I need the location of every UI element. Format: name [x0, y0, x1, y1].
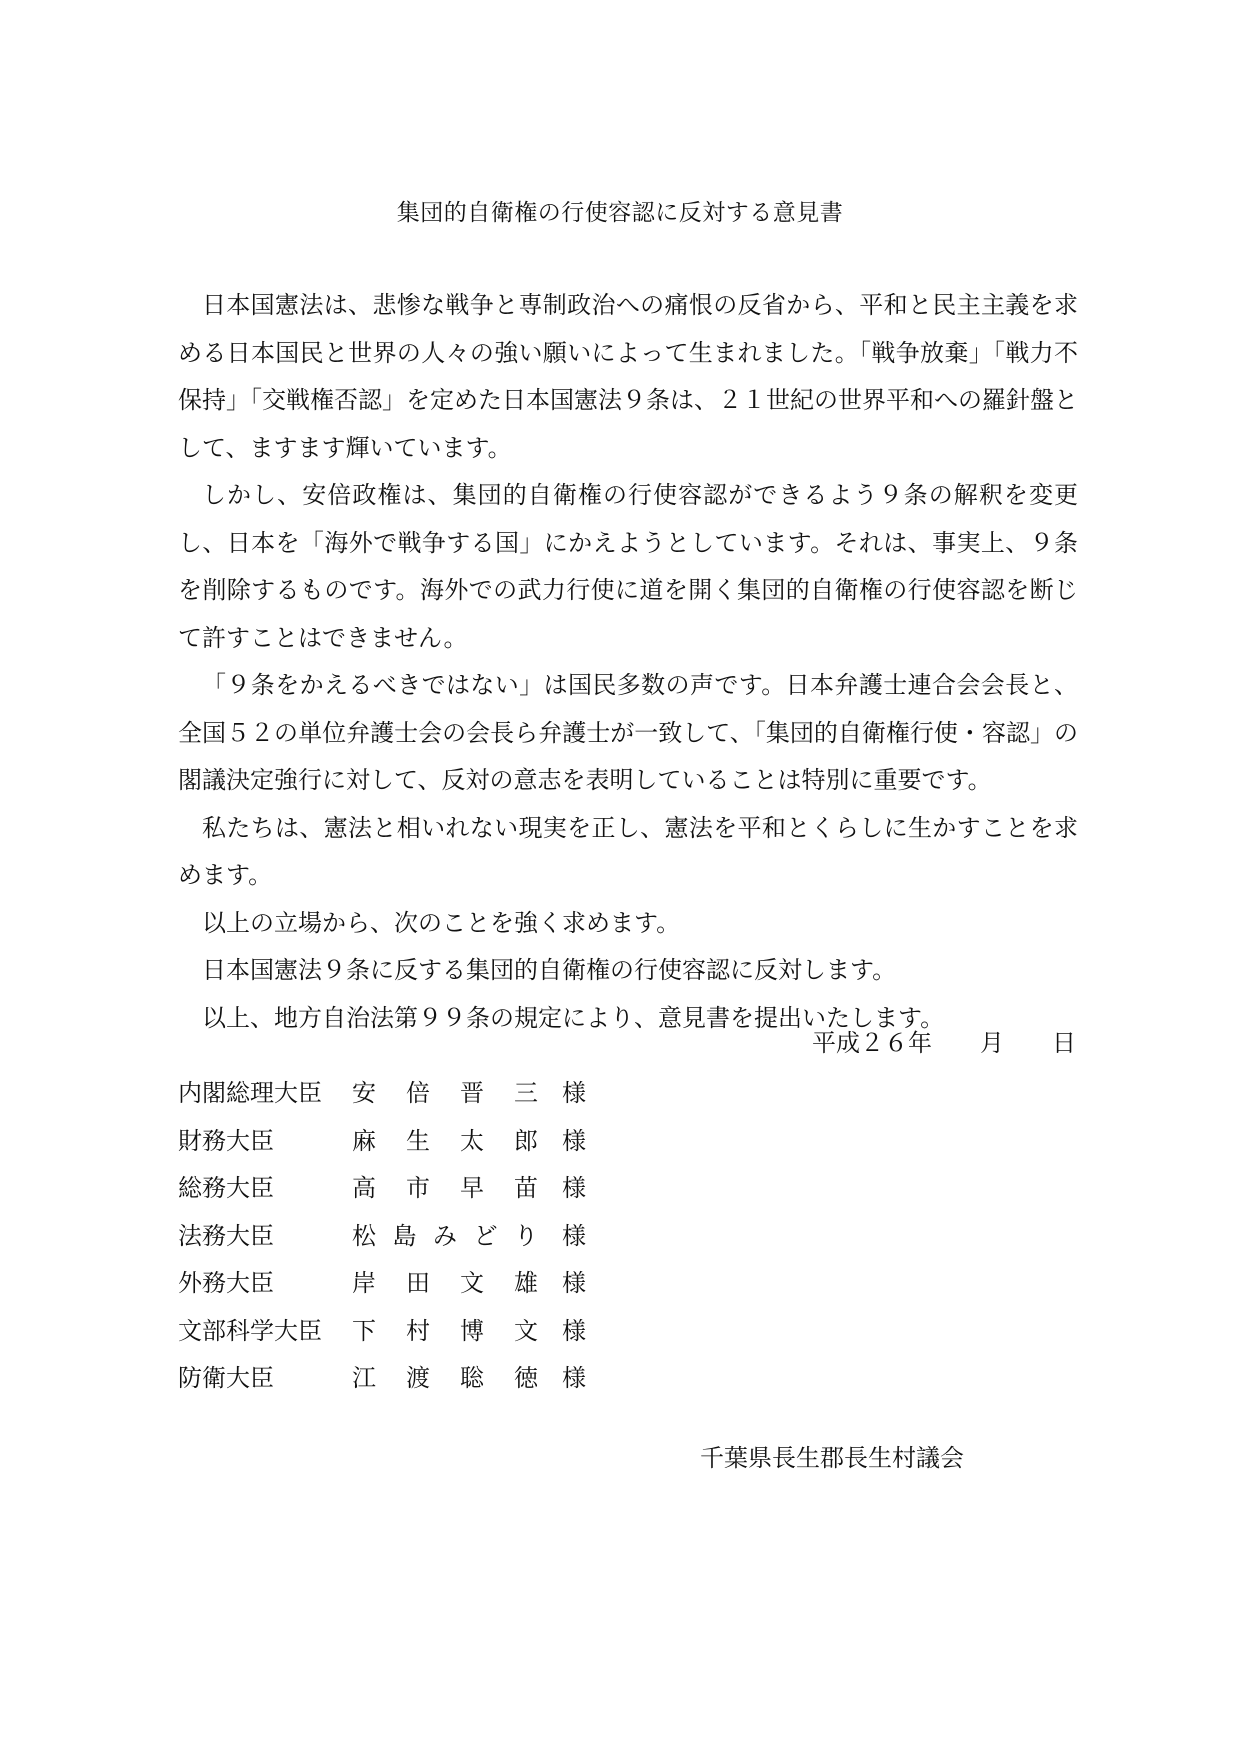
addressee-name-char: 生 — [406, 1126, 430, 1155]
addressee-name-char: 太 — [460, 1126, 484, 1155]
addressee-title: 総務大臣 — [178, 1174, 274, 1202]
addressee-honorific: 様 — [562, 1079, 586, 1107]
addressee-name — [352, 1361, 538, 1395]
addressee-row — [178, 1314, 698, 1362]
addressee-name-char: 雄 — [514, 1269, 538, 1297]
addressee-honorific: 様 — [562, 1316, 586, 1345]
paragraph-submission: 以上、地方自治法第９９条の規定により、意見書を提出いたします。 — [202, 1003, 945, 1032]
paragraph-opposition: 日本国憲法９条に反する集団的自衛権の行使容認に反対します。 — [202, 956, 897, 984]
addressee-name — [352, 1124, 538, 1158]
addressee-name-char: 聡 — [460, 1364, 484, 1392]
addressee-name-char: 安 — [352, 1079, 376, 1107]
paragraph-public-opinion: 「９条をかえるべきではない」は国民多数の声です。日本弁護士連合会会長と、全国５２の単位弁護士会の会長ら弁護士が一致して、「集団的自衛権行使・容認」の閣議決定強行に対して、反対の意志を表明していることは特別に重要です。 — [178, 671, 1078, 794]
addressee-title: 文部科学大臣 — [178, 1316, 322, 1345]
addressee-name-char: 晋 — [460, 1079, 484, 1107]
addressee-honorific: 様 — [562, 1364, 586, 1392]
document-date: 平成２６年 月 日 — [812, 1029, 1076, 1057]
addressee-title: 法務大臣 — [178, 1221, 274, 1250]
addressee-name-char: 文 — [514, 1316, 538, 1345]
addressee-name-char: 倍 — [406, 1079, 430, 1107]
addressee-name-char: 麻 — [352, 1126, 376, 1155]
addressee-name-char: 博 — [460, 1316, 484, 1345]
addressee-honorific: 様 — [562, 1221, 586, 1250]
addressee-row — [178, 1361, 698, 1409]
addressee-name-char: み — [433, 1221, 457, 1250]
addressee-honorific: 様 — [562, 1174, 586, 1202]
addressee-name-char: ど — [473, 1221, 498, 1250]
addressee-name — [352, 1266, 538, 1300]
addressee-title: 内閣総理大臣 — [178, 1079, 322, 1107]
addressee-name-char: 村 — [406, 1316, 430, 1345]
addressee-name-char: 高 — [352, 1174, 376, 1202]
addressee-row — [178, 1076, 698, 1124]
document-title: 集団的自衛権の行使容認に反対する意見書 — [396, 200, 844, 226]
addressee-name — [352, 1314, 538, 1348]
addressee-name — [352, 1076, 538, 1110]
document-body — [178, 282, 1078, 1042]
addressee-title: 防衛大臣 — [178, 1364, 274, 1392]
addressee-honorific: 様 — [562, 1126, 586, 1155]
addressee-name-char: 市 — [406, 1174, 430, 1202]
addressee-row — [178, 1171, 698, 1219]
addressee-title: 外務大臣 — [178, 1269, 274, 1297]
addressee-honorific: 様 — [562, 1269, 586, 1297]
addressee-name-char: 江 — [352, 1364, 376, 1392]
paragraph-strong-request: 以上の立場から、次のことを強く求めます。 — [202, 908, 681, 937]
addressee-row — [178, 1266, 698, 1314]
addressee-name — [352, 1219, 538, 1253]
addressee-name-char: 早 — [460, 1174, 484, 1202]
addressee-name-char: 島 — [392, 1221, 417, 1250]
addressee-name-char: 田 — [406, 1269, 430, 1297]
addressee-name-char: 渡 — [406, 1364, 430, 1392]
addressee-name-char: 徳 — [514, 1364, 538, 1392]
sender-name: 千葉県長生郡長生村議会 — [700, 1444, 964, 1472]
addressee-row — [178, 1219, 698, 1267]
addressee-list — [178, 1076, 698, 1409]
addressee-row — [178, 1124, 698, 1172]
addressee-name-char: 文 — [460, 1269, 484, 1297]
addressee-name — [352, 1171, 538, 1205]
addressee-name-char: 下 — [352, 1316, 376, 1345]
addressee-name-char: 松 — [352, 1221, 376, 1250]
addressee-name-char: り — [514, 1221, 538, 1250]
addressee-name-char: 郎 — [514, 1126, 538, 1155]
addressee-name-char: 三 — [514, 1079, 538, 1107]
addressee-name-char: 苗 — [514, 1174, 538, 1202]
paragraph-our-demand: 私たちは、憲法と相いれない現実を正し、憲法を平和とくらしに生かすことを求めます。 — [178, 813, 1078, 889]
paragraph-abe-government: しかし、安倍政権は、集団的自衛権の行使容認ができるよう９条の解釈を変更し、日本を「海外で戦争する国」にかえようとしています。それは、事実上、９条を削除するものです。海外での武力行使に道を開く集団的自衛権の行使容認を断じて許すことはできません。 — [178, 481, 1078, 652]
addressee-title: 財務大臣 — [178, 1126, 274, 1155]
paragraph-constitution: 日本国憲法は、悲惨な戦争と専制政治への痛恨の反省から、平和と民主主義を求める日本国民と世界の人々の強い願いによって生まれました。「戦争放棄」「戦力不保持」「交戦権否認」を定めた日本国憲法９条は、２１世紀の世界平和への羅針盤として、ますます輝いています。 — [178, 291, 1078, 462]
addressee-name-char: 岸 — [352, 1269, 376, 1297]
